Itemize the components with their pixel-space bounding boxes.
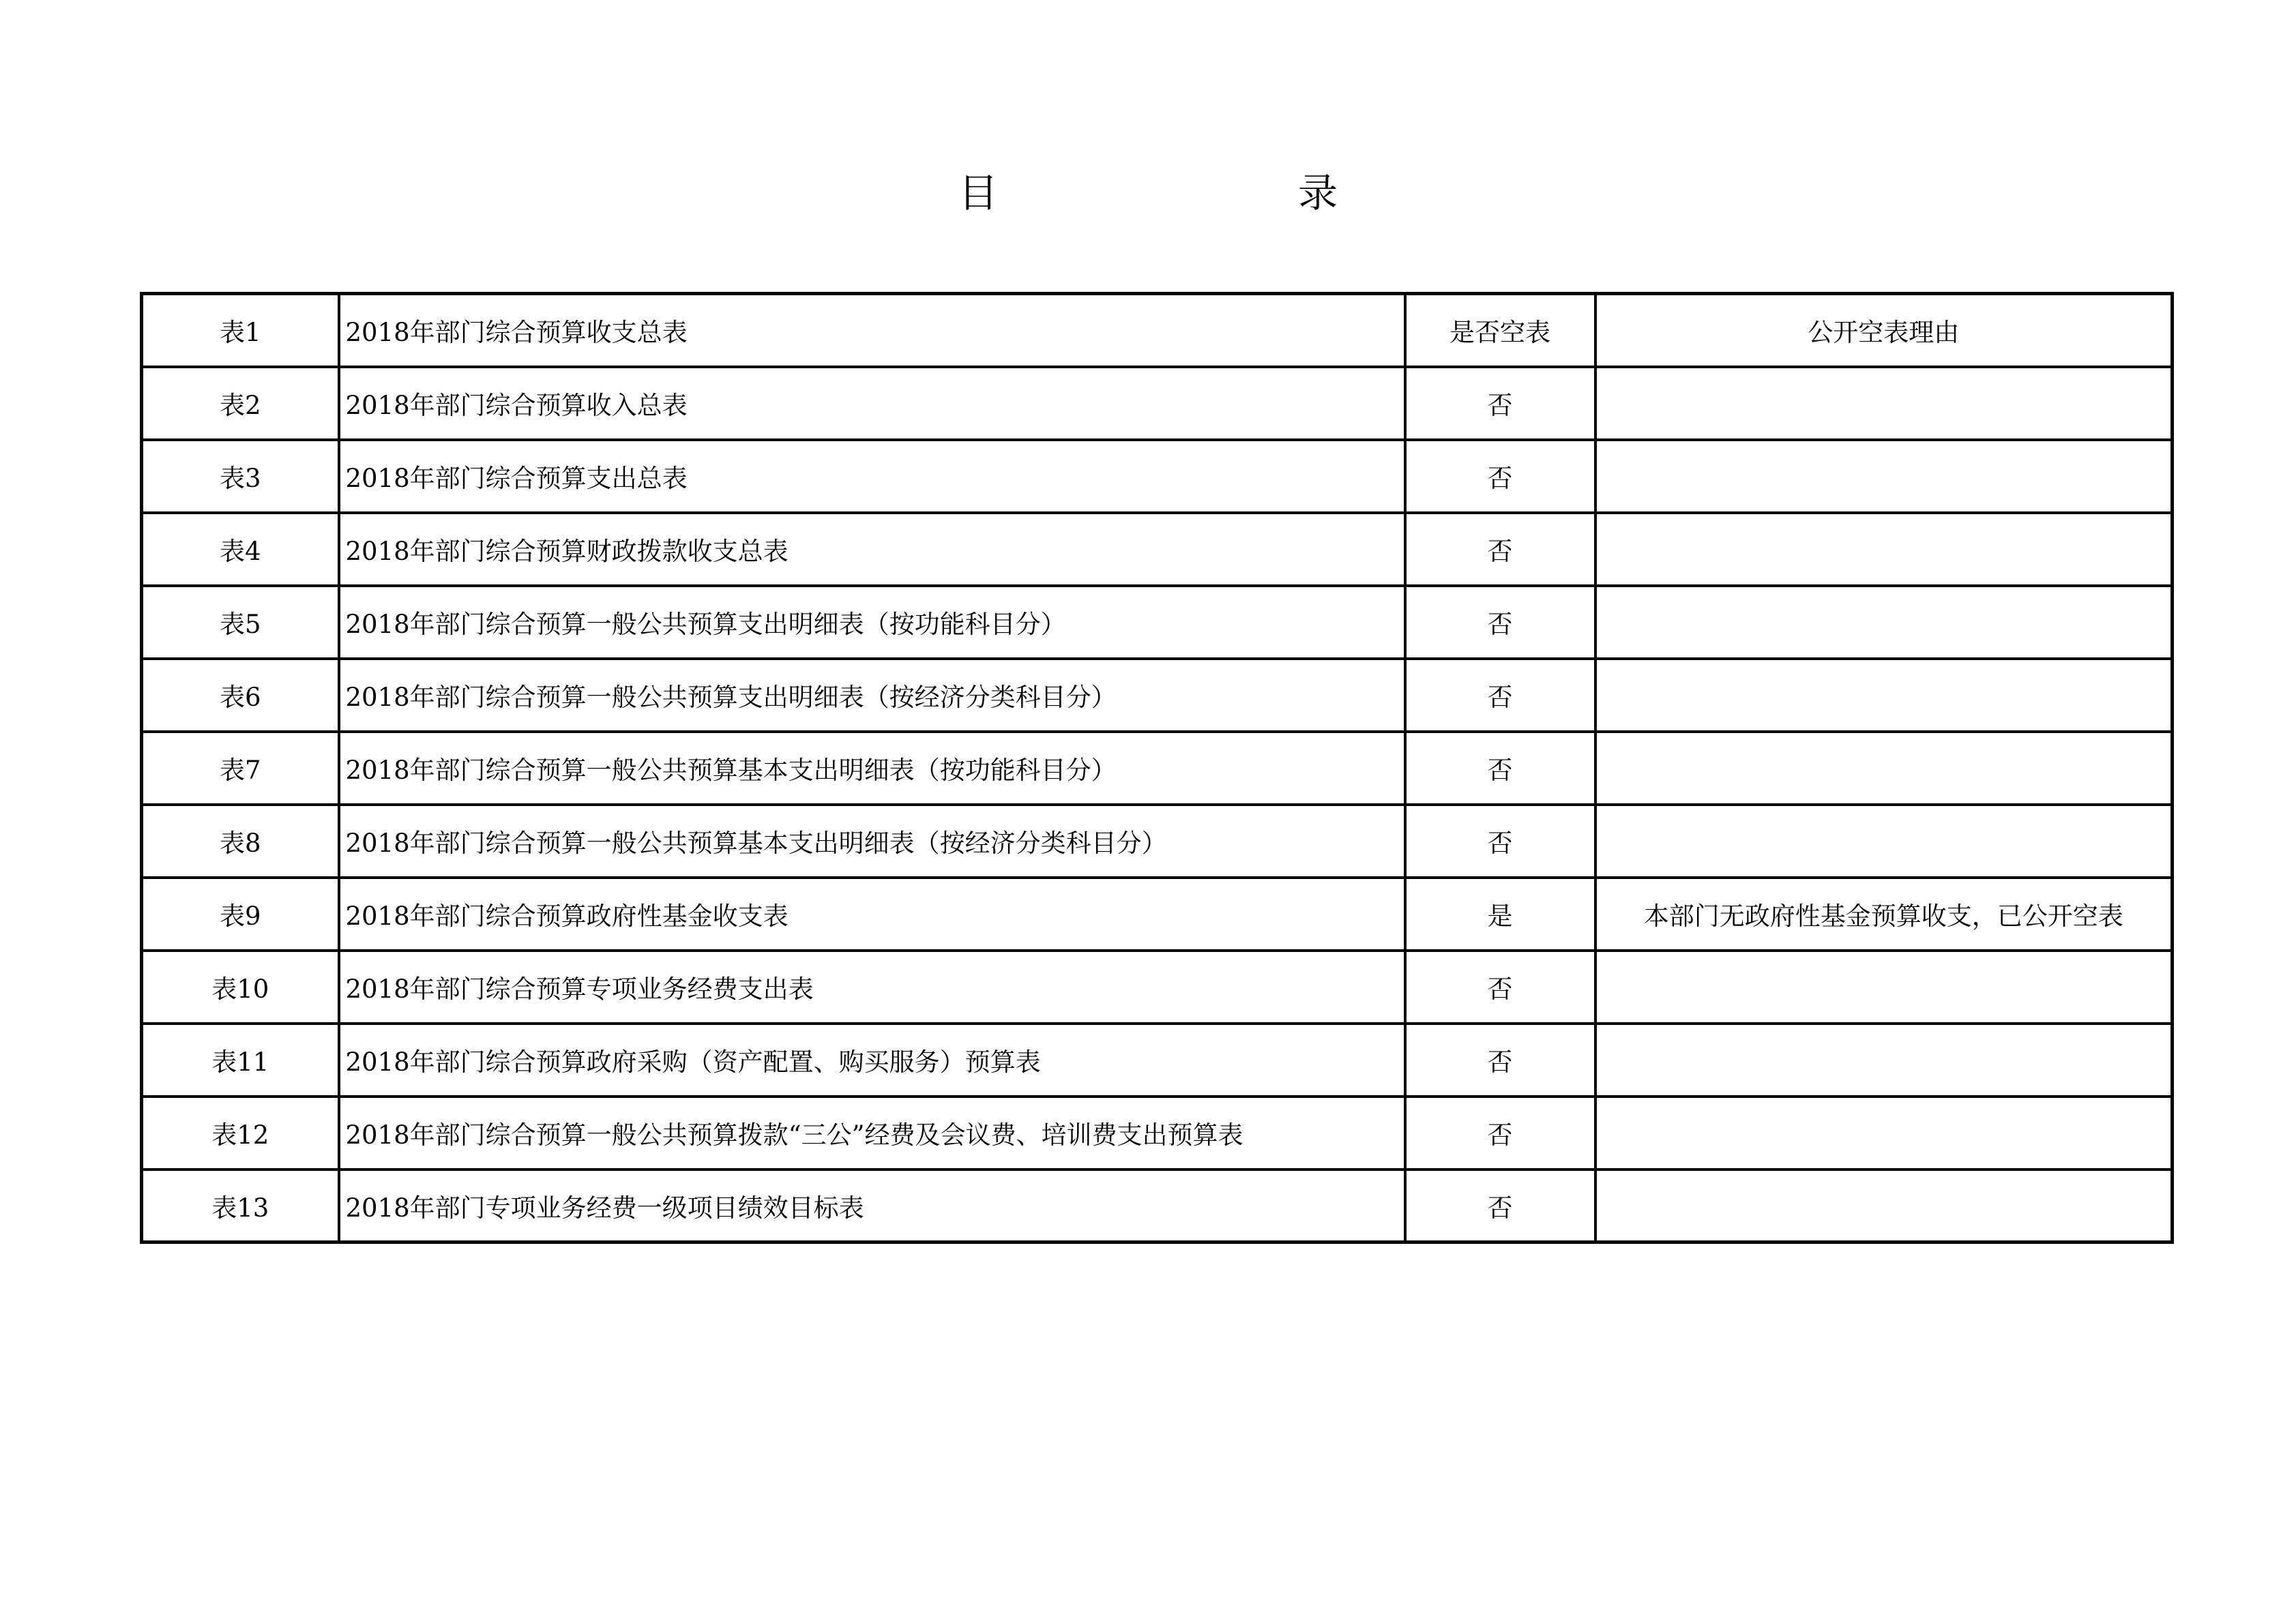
table-name-cell: 2018年部门专项业务经费一级项目绩效目标表 — [339, 1170, 1405, 1242]
table-name-cell: 2018年部门综合预算支出总表 — [339, 440, 1405, 513]
table-no-cell: 表6 — [142, 659, 339, 732]
table-no-cell: 表8 — [142, 805, 339, 878]
toc-body — [142, 294, 2173, 1242]
is-empty-cell: 否 — [1405, 805, 1595, 878]
reason-cell — [1595, 586, 2173, 659]
table-row — [142, 951, 2173, 1024]
table-no-cell: 表3 — [142, 440, 339, 513]
reason-cell — [1595, 659, 2173, 732]
toc-table — [140, 292, 2174, 1244]
is-empty-cell: 否 — [1405, 951, 1595, 1024]
table-no-cell: 表12 — [142, 1097, 339, 1170]
table-name-cell: 2018年部门综合预算财政拨款收支总表 — [339, 513, 1405, 586]
table-no-cell: 表11 — [142, 1024, 339, 1097]
table-row — [142, 1097, 2173, 1170]
is-empty-cell: 否 — [1405, 1170, 1595, 1242]
table-row — [142, 805, 2173, 878]
table-name-cell: 2018年部门综合预算一般公共预算支出明细表（按功能科目分） — [339, 586, 1405, 659]
reason-cell — [1595, 805, 2173, 878]
table-header-row — [142, 294, 2173, 367]
reason-cell — [1595, 951, 2173, 1024]
table-no-cell: 表7 — [142, 732, 339, 805]
reason-cell — [1595, 1097, 2173, 1170]
is-empty-cell: 否 — [1405, 732, 1595, 805]
reason-cell: 本部门无政府性基金预算收支，已公开空表 — [1595, 878, 2173, 951]
is-empty-cell: 否 — [1405, 440, 1595, 513]
table-no-cell: 表10 — [142, 951, 339, 1024]
table-name-cell: 2018年部门综合预算政府性基金收支表 — [339, 878, 1405, 951]
table-row — [142, 732, 2173, 805]
is-empty-cell: 否 — [1405, 659, 1595, 732]
is-empty-cell: 否 — [1405, 1024, 1595, 1097]
table-row — [142, 659, 2173, 732]
table-row — [142, 513, 2173, 586]
table-row — [142, 878, 2173, 951]
table-row — [142, 1024, 2173, 1097]
reason-cell — [1595, 732, 2173, 805]
is-empty-cell: 否 — [1405, 586, 1595, 659]
header-table-no: 表1 — [142, 294, 339, 367]
table-row — [142, 367, 2173, 440]
header-reason: 公开空表理由 — [1595, 294, 2173, 367]
table-row — [142, 1170, 2173, 1242]
is-empty-cell: 是 — [1405, 878, 1595, 951]
page-title: 目 录 — [958, 170, 1411, 216]
header-is-empty: 是否空表 — [1405, 294, 1595, 367]
table-name-cell: 2018年部门综合预算收入总表 — [339, 367, 1405, 440]
table-name-cell: 2018年部门综合预算一般公共预算支出明细表（按经济分类科目分） — [339, 659, 1405, 732]
reason-cell — [1595, 1024, 2173, 1097]
is-empty-cell: 否 — [1405, 367, 1595, 440]
table-name-cell: 2018年部门综合预算一般公共预算基本支出明细表（按功能科目分） — [339, 732, 1405, 805]
table-no-cell: 表13 — [142, 1170, 339, 1242]
table-name-cell: 2018年部门综合预算一般公共预算基本支出明细表（按经济分类科目分） — [339, 805, 1405, 878]
table-row — [142, 586, 2173, 659]
table-no-cell: 表4 — [142, 513, 339, 586]
reason-cell — [1595, 367, 2173, 440]
reason-cell — [1595, 440, 2173, 513]
is-empty-cell: 否 — [1405, 1097, 1595, 1170]
table-name-cell: 2018年部门综合预算一般公共预算拨款“三公”经费及会议费、培训费支出预算表 — [339, 1097, 1405, 1170]
reason-cell — [1595, 513, 2173, 586]
table-no-cell: 表2 — [142, 367, 339, 440]
is-empty-cell: 否 — [1405, 513, 1595, 586]
table-no-cell: 表9 — [142, 878, 339, 951]
reason-cell — [1595, 1170, 2173, 1242]
table-name-cell: 2018年部门综合预算政府采购（资产配置、购买服务）预算表 — [339, 1024, 1405, 1097]
table-no-cell: 表5 — [142, 586, 339, 659]
table-name-cell: 2018年部门综合预算专项业务经费支出表 — [339, 951, 1405, 1024]
table-row — [142, 440, 2173, 513]
header-table-name: 2018年部门综合预算收支总表 — [339, 294, 1405, 367]
